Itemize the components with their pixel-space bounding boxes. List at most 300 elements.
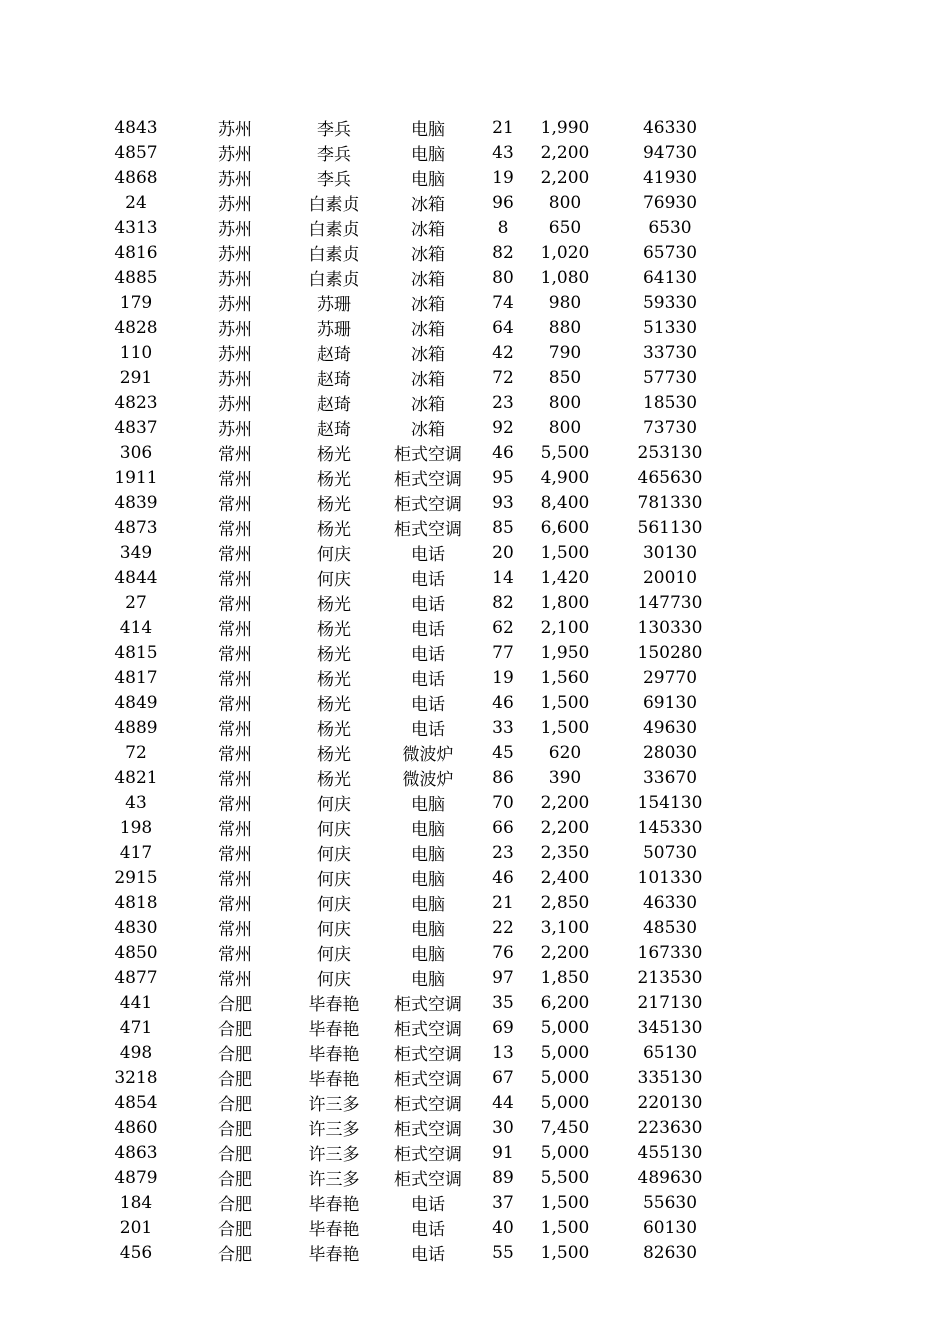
cell-city: 常州 <box>218 445 252 465</box>
cell-quantity: 92 <box>492 417 514 438</box>
cell-order-id: 4889 <box>114 717 158 738</box>
cell-city: 常州 <box>218 720 252 740</box>
cell-order-id: 4843 <box>114 117 158 138</box>
table-row <box>95 640 735 665</box>
table-row <box>95 915 735 940</box>
cell-amount: 30130 <box>642 542 698 563</box>
cell-salesperson: 何庆 <box>317 845 351 865</box>
table-row <box>95 390 735 415</box>
cell-amount: 64130 <box>642 267 698 288</box>
cell-city: 常州 <box>218 695 252 715</box>
cell-order-id: 441 <box>119 992 153 1013</box>
table-row <box>95 715 735 740</box>
cell-city: 苏州 <box>218 170 252 190</box>
table-row <box>95 190 735 215</box>
cell-salesperson: 何庆 <box>317 970 351 990</box>
cell-quantity: 85 <box>492 517 514 538</box>
table-row <box>95 215 735 240</box>
cell-order-id: 4823 <box>114 392 158 413</box>
cell-product: 电话 <box>411 570 445 590</box>
cell-salesperson: 李兵 <box>317 120 351 140</box>
cell-product: 电话 <box>411 670 445 690</box>
cell-salesperson: 李兵 <box>317 145 351 165</box>
cell-city: 常州 <box>218 820 252 840</box>
cell-quantity: 23 <box>492 392 514 413</box>
cell-city: 常州 <box>218 470 252 490</box>
cell-quantity: 66 <box>492 817 514 838</box>
cell-salesperson: 毕春艳 <box>308 1195 360 1215</box>
cell-product: 柜式空调 <box>394 1070 462 1090</box>
cell-product: 柜式空调 <box>394 470 462 490</box>
cell-salesperson: 毕春艳 <box>308 1045 360 1065</box>
cell-unit-price: 1,420 <box>540 567 590 588</box>
cell-product: 冰箱 <box>411 195 445 215</box>
cell-city: 苏州 <box>218 320 252 340</box>
cell-unit-price: 8,400 <box>540 492 590 513</box>
table-row <box>95 490 735 515</box>
cell-salesperson: 白素贞 <box>308 245 360 265</box>
cell-salesperson: 许三多 <box>308 1170 360 1190</box>
cell-order-id: 291 <box>119 367 153 388</box>
cell-unit-price: 800 <box>548 392 582 413</box>
cell-amount: 46330 <box>642 892 698 913</box>
cell-unit-price: 1,560 <box>540 667 590 688</box>
cell-quantity: 19 <box>492 167 514 188</box>
cell-unit-price: 2,100 <box>540 617 590 638</box>
cell-quantity: 82 <box>492 592 514 613</box>
cell-amount: 69130 <box>642 692 698 713</box>
cell-salesperson: 毕春艳 <box>308 1245 360 1265</box>
table-row <box>95 440 735 465</box>
cell-salesperson: 毕春艳 <box>308 1070 360 1090</box>
table-row <box>95 1215 735 1240</box>
cell-amount: 6530 <box>648 217 692 238</box>
cell-amount: 253130 <box>637 442 703 463</box>
cell-amount: 48530 <box>642 917 698 938</box>
cell-product: 柜式空调 <box>394 1120 462 1140</box>
cell-product: 电脑 <box>411 870 445 890</box>
cell-quantity: 46 <box>492 442 514 463</box>
cell-product: 电脑 <box>411 920 445 940</box>
cell-quantity: 67 <box>492 1067 514 1088</box>
cell-city: 常州 <box>218 845 252 865</box>
cell-product: 微波炉 <box>402 770 454 790</box>
cell-quantity: 35 <box>492 992 514 1013</box>
cell-order-id: 4839 <box>114 492 158 513</box>
cell-unit-price: 5,000 <box>540 1092 590 1113</box>
cell-city: 常州 <box>218 920 252 940</box>
cell-order-id: 4873 <box>114 517 158 538</box>
cell-city: 合肥 <box>218 1120 252 1140</box>
cell-unit-price: 1,800 <box>540 592 590 613</box>
table-row <box>95 140 735 165</box>
cell-order-id: 43 <box>125 792 147 813</box>
cell-city: 苏州 <box>218 345 252 365</box>
cell-product: 电话 <box>411 1220 445 1240</box>
cell-product: 柜式空调 <box>394 995 462 1015</box>
cell-product: 电脑 <box>411 120 445 140</box>
table-row <box>95 415 735 440</box>
cell-quantity: 97 <box>492 967 514 988</box>
cell-quantity: 95 <box>492 467 514 488</box>
cell-city: 苏州 <box>218 270 252 290</box>
cell-unit-price: 2,200 <box>540 167 590 188</box>
cell-unit-price: 1,500 <box>540 542 590 563</box>
cell-salesperson: 何庆 <box>317 920 351 940</box>
cell-quantity: 21 <box>492 892 514 913</box>
cell-city: 合肥 <box>218 1195 252 1215</box>
cell-salesperson: 杨光 <box>317 745 351 765</box>
cell-amount: 82630 <box>642 1242 698 1263</box>
cell-unit-price: 3,100 <box>540 917 590 938</box>
cell-salesperson: 白素贞 <box>308 270 360 290</box>
cell-unit-price: 2,200 <box>540 142 590 163</box>
cell-product: 电脑 <box>411 795 445 815</box>
cell-order-id: 4879 <box>114 1167 158 1188</box>
cell-order-id: 4849 <box>114 692 158 713</box>
cell-order-id: 4817 <box>114 667 158 688</box>
cell-salesperson: 毕春艳 <box>308 1020 360 1040</box>
cell-unit-price: 5,000 <box>540 1042 590 1063</box>
cell-product: 电脑 <box>411 145 445 165</box>
cell-quantity: 46 <box>492 692 514 713</box>
cell-order-id: 110 <box>119 342 153 363</box>
cell-quantity: 93 <box>492 492 514 513</box>
cell-amount: 130330 <box>637 617 703 638</box>
cell-unit-price: 5,000 <box>540 1067 590 1088</box>
cell-product: 柜式空调 <box>394 1095 462 1115</box>
cell-product: 冰箱 <box>411 270 445 290</box>
table-row <box>95 1090 735 1115</box>
cell-unit-price: 1,500 <box>540 692 590 713</box>
table-row <box>95 465 735 490</box>
cell-order-id: 4830 <box>114 917 158 938</box>
cell-quantity: 43 <box>492 142 514 163</box>
table-row <box>95 1140 735 1165</box>
cell-city: 苏州 <box>218 120 252 140</box>
cell-salesperson: 白素贞 <box>308 195 360 215</box>
cell-quantity: 37 <box>492 1192 514 1213</box>
cell-salesperson: 苏珊 <box>317 295 351 315</box>
cell-unit-price: 2,200 <box>540 817 590 838</box>
cell-order-id: 4868 <box>114 167 158 188</box>
cell-city: 常州 <box>218 870 252 890</box>
table-row <box>95 790 735 815</box>
table-row <box>95 740 735 765</box>
cell-city: 常州 <box>218 745 252 765</box>
cell-salesperson: 李兵 <box>317 170 351 190</box>
table-row <box>95 565 735 590</box>
cell-salesperson: 杨光 <box>317 520 351 540</box>
cell-city: 合肥 <box>218 995 252 1015</box>
cell-product: 冰箱 <box>411 345 445 365</box>
cell-product: 电话 <box>411 595 445 615</box>
table-row <box>95 265 735 290</box>
cell-unit-price: 2,850 <box>540 892 590 913</box>
cell-city: 合肥 <box>218 1245 252 1265</box>
cell-order-id: 4854 <box>114 1092 158 1113</box>
table-row <box>95 115 735 140</box>
cell-quantity: 86 <box>492 767 514 788</box>
cell-product: 电话 <box>411 545 445 565</box>
cell-order-id: 4837 <box>114 417 158 438</box>
cell-order-id: 24 <box>125 192 147 213</box>
cell-amount: 220130 <box>637 1092 703 1113</box>
cell-amount: 167330 <box>637 942 703 963</box>
cell-amount: 335130 <box>637 1067 703 1088</box>
cell-product: 柜式空调 <box>394 495 462 515</box>
table-row <box>95 615 735 640</box>
cell-order-id: 4877 <box>114 967 158 988</box>
cell-order-id: 349 <box>119 542 153 563</box>
cell-amount: 150280 <box>637 642 703 663</box>
cell-unit-price: 2,200 <box>540 792 590 813</box>
table-row <box>95 540 735 565</box>
cell-order-id: 3218 <box>114 1067 158 1088</box>
cell-amount: 51330 <box>642 317 698 338</box>
cell-city: 合肥 <box>218 1145 252 1165</box>
cell-city: 合肥 <box>218 1070 252 1090</box>
cell-unit-price: 1,500 <box>540 1192 590 1213</box>
cell-quantity: 8 <box>497 217 509 238</box>
cell-city: 常州 <box>218 795 252 815</box>
table-row <box>95 990 735 1015</box>
cell-quantity: 64 <box>492 317 514 338</box>
cell-city: 常州 <box>218 545 252 565</box>
data-table <box>95 115 735 1265</box>
cell-amount: 28030 <box>642 742 698 763</box>
table-row <box>95 1040 735 1065</box>
cell-salesperson: 杨光 <box>317 620 351 640</box>
cell-order-id: 456 <box>119 1242 153 1263</box>
cell-quantity: 70 <box>492 792 514 813</box>
cell-unit-price: 800 <box>548 192 582 213</box>
table-row <box>95 690 735 715</box>
cell-amount: 57730 <box>642 367 698 388</box>
cell-product: 柜式空调 <box>394 445 462 465</box>
cell-amount: 465630 <box>637 467 703 488</box>
cell-unit-price: 650 <box>548 217 582 238</box>
cell-order-id: 4828 <box>114 317 158 338</box>
cell-salesperson: 赵琦 <box>317 345 351 365</box>
cell-amount: 55630 <box>642 1192 698 1213</box>
cell-amount: 154130 <box>637 792 703 813</box>
cell-product: 电话 <box>411 1245 445 1265</box>
cell-amount: 561130 <box>637 517 703 538</box>
cell-city: 常州 <box>218 895 252 915</box>
table-body <box>95 115 735 1265</box>
cell-quantity: 82 <box>492 242 514 263</box>
table-row <box>95 1190 735 1215</box>
cell-product: 电脑 <box>411 845 445 865</box>
cell-order-id: 184 <box>119 1192 153 1213</box>
cell-city: 常州 <box>218 570 252 590</box>
cell-order-id: 471 <box>119 1017 153 1038</box>
table-row <box>95 840 735 865</box>
cell-city: 常州 <box>218 645 252 665</box>
cell-salesperson: 苏珊 <box>317 320 351 340</box>
cell-salesperson: 杨光 <box>317 770 351 790</box>
cell-unit-price: 1,020 <box>540 242 590 263</box>
table-row <box>95 290 735 315</box>
cell-amount: 217130 <box>637 992 703 1013</box>
cell-quantity: 80 <box>492 267 514 288</box>
cell-unit-price: 5,500 <box>540 1167 590 1188</box>
cell-city: 合肥 <box>218 1095 252 1115</box>
cell-salesperson: 赵琦 <box>317 395 351 415</box>
cell-salesperson: 何庆 <box>317 570 351 590</box>
cell-product: 电话 <box>411 645 445 665</box>
cell-quantity: 22 <box>492 917 514 938</box>
cell-salesperson: 杨光 <box>317 720 351 740</box>
cell-city: 苏州 <box>218 195 252 215</box>
cell-quantity: 74 <box>492 292 514 313</box>
cell-unit-price: 1,500 <box>540 1242 590 1263</box>
cell-unit-price: 620 <box>548 742 582 763</box>
cell-amount: 41930 <box>642 167 698 188</box>
cell-unit-price: 1,850 <box>540 967 590 988</box>
cell-quantity: 89 <box>492 1167 514 1188</box>
cell-city: 常州 <box>218 620 252 640</box>
cell-product: 电话 <box>411 1195 445 1215</box>
cell-unit-price: 800 <box>548 417 582 438</box>
table-row <box>95 940 735 965</box>
cell-order-id: 4885 <box>114 267 158 288</box>
cell-amount: 59330 <box>642 292 698 313</box>
cell-unit-price: 2,400 <box>540 867 590 888</box>
cell-unit-price: 6,200 <box>540 992 590 1013</box>
cell-salesperson: 白素贞 <box>308 220 360 240</box>
cell-city: 合肥 <box>218 1045 252 1065</box>
cell-quantity: 21 <box>492 117 514 138</box>
table-row <box>95 1115 735 1140</box>
table-row <box>95 1015 735 1040</box>
cell-order-id: 498 <box>119 1042 153 1063</box>
cell-amount: 147730 <box>637 592 703 613</box>
cell-unit-price: 5,000 <box>540 1017 590 1038</box>
cell-unit-price: 1,080 <box>540 267 590 288</box>
cell-unit-price: 5,500 <box>540 442 590 463</box>
cell-unit-price: 1,500 <box>540 1217 590 1238</box>
cell-salesperson: 何庆 <box>317 545 351 565</box>
table-row <box>95 315 735 340</box>
cell-product: 冰箱 <box>411 245 445 265</box>
cell-unit-price: 1,500 <box>540 717 590 738</box>
cell-city: 苏州 <box>218 370 252 390</box>
cell-unit-price: 980 <box>548 292 582 313</box>
cell-city: 苏州 <box>218 295 252 315</box>
cell-product: 柜式空调 <box>394 1020 462 1040</box>
cell-salesperson: 杨光 <box>317 470 351 490</box>
cell-order-id: 179 <box>119 292 153 313</box>
cell-unit-price: 2,200 <box>540 942 590 963</box>
table-row <box>95 340 735 365</box>
table-row <box>95 815 735 840</box>
cell-product: 电脑 <box>411 895 445 915</box>
cell-order-id: 4821 <box>114 767 158 788</box>
table-row <box>95 1065 735 1090</box>
cell-amount: 781330 <box>637 492 703 513</box>
cell-amount: 29770 <box>642 667 698 688</box>
cell-quantity: 20 <box>492 542 514 563</box>
cell-salesperson: 杨光 <box>317 645 351 665</box>
cell-unit-price: 880 <box>548 317 582 338</box>
cell-amount: 65730 <box>642 242 698 263</box>
cell-amount: 73730 <box>642 417 698 438</box>
cell-city: 合肥 <box>218 1020 252 1040</box>
cell-order-id: 306 <box>119 442 153 463</box>
cell-quantity: 76 <box>492 942 514 963</box>
cell-salesperson: 杨光 <box>317 495 351 515</box>
cell-amount: 145330 <box>637 817 703 838</box>
cell-order-id: 4815 <box>114 642 158 663</box>
cell-city: 常州 <box>218 595 252 615</box>
table-row <box>95 240 735 265</box>
cell-city: 常州 <box>218 495 252 515</box>
cell-order-id: 4863 <box>114 1142 158 1163</box>
cell-unit-price: 850 <box>548 367 582 388</box>
cell-amount: 50730 <box>642 842 698 863</box>
cell-amount: 213530 <box>637 967 703 988</box>
cell-unit-price: 790 <box>548 342 582 363</box>
cell-order-id: 27 <box>125 592 147 613</box>
cell-order-id: 201 <box>119 1217 153 1238</box>
cell-product: 电话 <box>411 695 445 715</box>
cell-quantity: 77 <box>492 642 514 663</box>
cell-quantity: 33 <box>492 717 514 738</box>
cell-order-id: 4313 <box>114 217 158 238</box>
cell-city: 常州 <box>218 770 252 790</box>
cell-quantity: 23 <box>492 842 514 863</box>
cell-amount: 345130 <box>637 1017 703 1038</box>
cell-salesperson: 何庆 <box>317 820 351 840</box>
cell-amount: 489630 <box>637 1167 703 1188</box>
cell-product: 电脑 <box>411 970 445 990</box>
cell-product: 柜式空调 <box>394 1170 462 1190</box>
table-row <box>95 515 735 540</box>
cell-salesperson: 赵琦 <box>317 370 351 390</box>
cell-city: 苏州 <box>218 420 252 440</box>
cell-amount: 33670 <box>642 767 698 788</box>
cell-order-id: 414 <box>119 617 153 638</box>
cell-product: 微波炉 <box>402 745 454 765</box>
cell-city: 苏州 <box>218 220 252 240</box>
cell-unit-price: 6,600 <box>540 517 590 538</box>
cell-unit-price: 1,950 <box>540 642 590 663</box>
cell-amount: 60130 <box>642 1217 698 1238</box>
cell-amount: 76930 <box>642 192 698 213</box>
cell-salesperson: 杨光 <box>317 445 351 465</box>
cell-product: 冰箱 <box>411 320 445 340</box>
cell-product: 冰箱 <box>411 220 445 240</box>
cell-unit-price: 390 <box>548 767 582 788</box>
cell-amount: 18530 <box>642 392 698 413</box>
cell-salesperson: 毕春艳 <box>308 995 360 1015</box>
cell-salesperson: 许三多 <box>308 1120 360 1140</box>
cell-amount: 101330 <box>637 867 703 888</box>
cell-unit-price: 4,900 <box>540 467 590 488</box>
table-row <box>95 665 735 690</box>
cell-quantity: 13 <box>492 1042 514 1063</box>
cell-quantity: 44 <box>492 1092 514 1113</box>
cell-city: 常州 <box>218 945 252 965</box>
table-row <box>95 965 735 990</box>
cell-amount: 49630 <box>642 717 698 738</box>
cell-unit-price: 2,350 <box>540 842 590 863</box>
cell-quantity: 19 <box>492 667 514 688</box>
cell-product: 电脑 <box>411 945 445 965</box>
cell-order-id: 198 <box>119 817 153 838</box>
